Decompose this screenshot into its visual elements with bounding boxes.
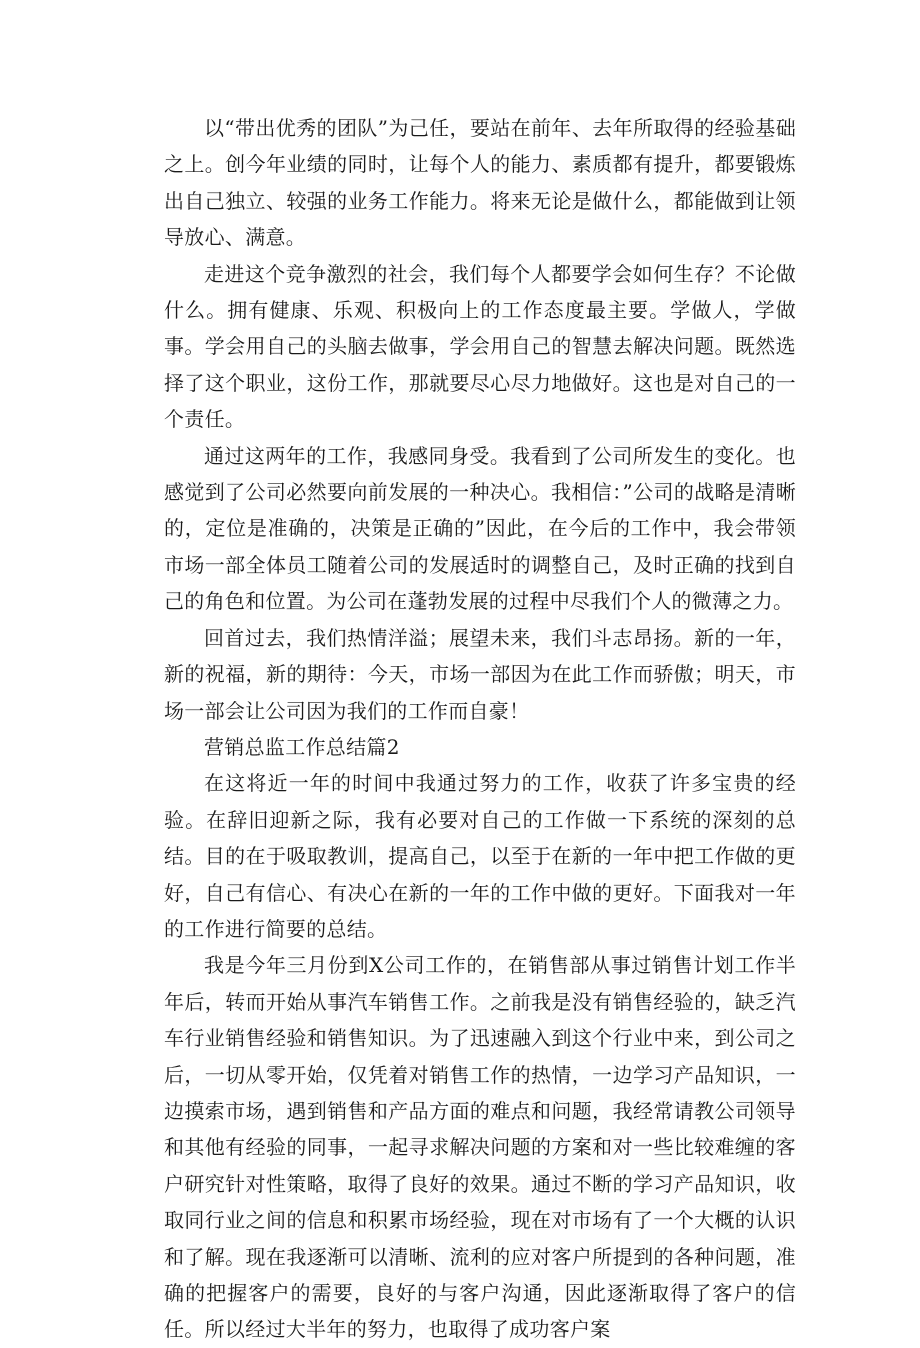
document-body xyxy=(164,110,796,1348)
paragraph-6: 我是今年三月份到X公司工作的，在销售部从事过销售计划工作半年后，转而开始从事汽车销售工作。之前我是没有销售经验的，缺乏汽车行业销售经验和销售知识。为了迅速融入到这个行业中来，到公司之后，一切从零开始，仅凭着对销售工作的热情，一边学习产品知识，一边摸索市场，遇到销售和产品方面的难点和问题，我经常请教公司领导和其他有经验的同事，一起寻求解决问题的方案和对一些比较难缠的客户研究针对性策略，取得了良好的效果。通过不断的学习产品知识，收取同行业之间的信息和积累市场经验，现在对市场有了一个大概的认识和了解。现在我逐渐可以清晰、流利的应对客户所提到的各种问题，准确的把握客户的需要，良好的与客户沟通，因此逐渐取得了客户的信任。所以经过大半年的努力，也取得了成功客户案 xyxy=(164,953,796,1342)
paragraph-5: 在这将近一年的时间中我通过努力的工作，收获了许多宝贵的经验。在辞旧迎新之际，我有必要对自己的工作做一下系统的深刻的总结。目的在于吸取教训，提高自己，以至于在新的一年中把工作做的更好，自己有信心、有决心在新的一年的工作中做的更好。下面我对一年的工作进行简要的总结。 xyxy=(164,771,796,941)
paragraph-1: 以“带出优秀的团队”为己任，要站在前年、去年所取得的经验基础之上。创今年业绩的同时，让每个人的能力、素质都有提升，都要锻炼出自己独立、较强的业务工作能力。将来无论是做什么，都能做到让领导放心、满意。 xyxy=(164,116,796,250)
paragraph-3: 通过这两年的工作，我感同身受。我看到了公司所发生的变化。也感觉到了公司必然要向前发展的一种决心。我相信：”公司的战略是清晰的，定位是准确的，决策是正确的”因此，在今后的工作中，我会带领市场一部全体员工随着公司的发展适时的调整自己，及时正确的找到自己的角色和位置。为公司在蓬勃发展的过程中尽我们个人的微薄之力。 xyxy=(164,443,796,614)
paragraph-4: 回首过去，我们热情洋溢；展望未来，我们斗志昂扬。新的一年，新的祝福，新的期待：今天，市场一部因为在此工作而骄傲；明天，市场一部会让公司因为我们的工作而自豪！ xyxy=(164,625,796,723)
section-heading: 营销总监工作总结篇2 xyxy=(204,734,400,759)
paragraph-2: 走进这个竞争激烈的社会，我们每个人都要学会如何生存？不论做什么。拥有健康、乐观、积极向上的工作态度最主要。学做人，学做事。学会用自己的头脑去做事，学会用自己的智慧去解决问题。既然选择了这个职业，这份工作，那就要尽心尽力地做好。这也是对自己的一个责任。 xyxy=(164,261,796,432)
